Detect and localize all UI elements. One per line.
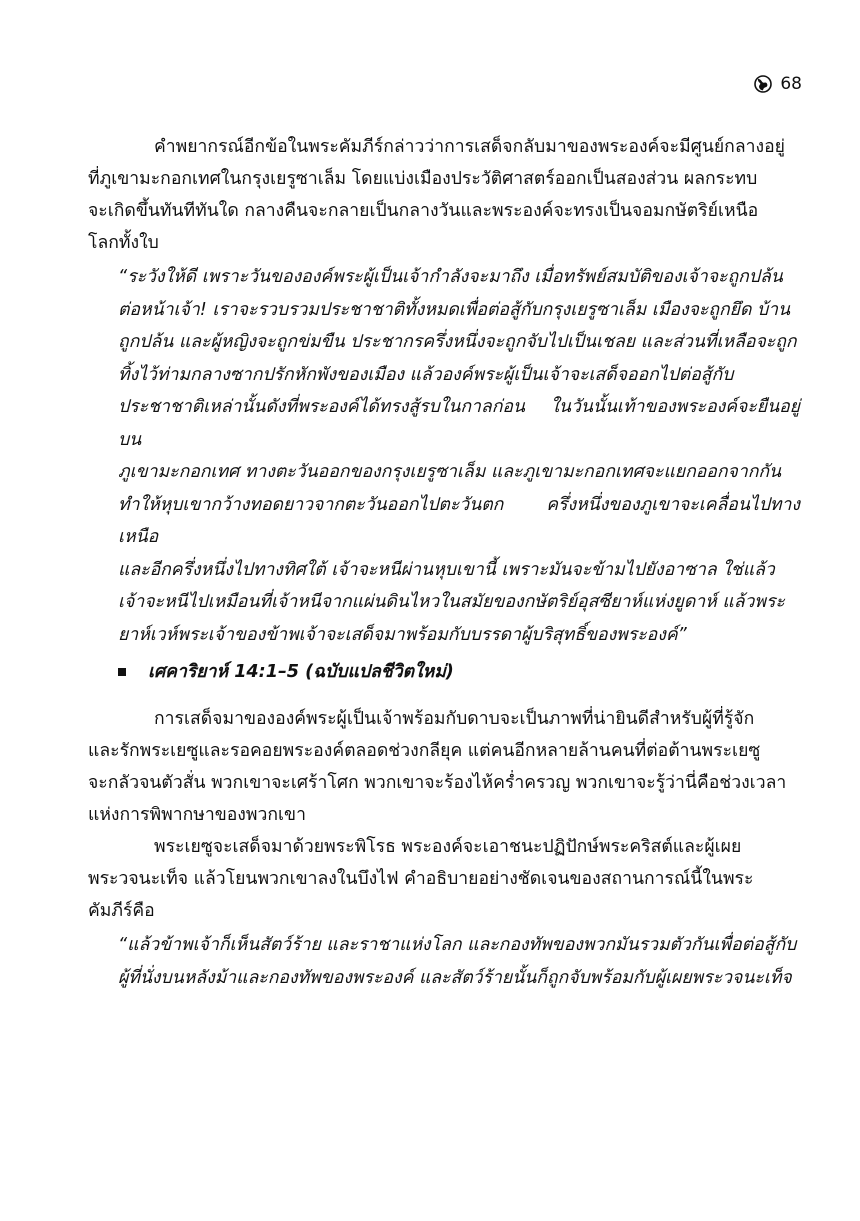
quote-line: ผู้ที่นั่งบนหลังม้าและกองทัพของพระองค์ และสัตว์ร้ายนั้นก็ถูกจับพร้อมกับผู้เผยพระวจนะเท็จ xyxy=(118,967,792,988)
quote-line: ประชาชาติเหล่านั้นดังที่พระองค์ได้ทรงสู้รบในกาลก่อน ในวันนั้นเท้าของพระองค์จะยืนอยู่บน xyxy=(118,397,800,450)
document-body xyxy=(88,131,800,994)
paragraph-line: โลกทั้งใบ xyxy=(88,233,159,253)
scripture-reference-text: เศคาริยาห์ 14:1–5 (ฉบับแปลชีวิตใหม่) xyxy=(148,662,454,682)
paragraph-line: พระเยซูจะเสด็จมาด้วยพระพิโรธ พระองค์จะเอาชนะปฏิปักษ์พระคริสต์และผู้เผย xyxy=(154,837,742,857)
paragraph-line: พระวจนะเท็จ แล้วโยนพวกเขาลงในบึงไฟ คำอธิบายอย่างชัดเจนของสถานการณ์นี้ในพระ xyxy=(88,869,754,889)
quote-line: ทำให้หุบเขากว้างทอดยาวจากตะวันออกไปตะวันตก ครึ่งหนึ่งของภูเขาจะเคลื่อนไปทางเหนือ xyxy=(118,494,800,547)
page-number: 68 xyxy=(780,74,802,94)
paragraph xyxy=(88,703,800,831)
paragraph-line: และรักพระเยซูและรอคอยพระองค์ตลอดช่วงกลียุค แต่คนอีกหลายล้านคนที่ต่อต้านพระเยซู xyxy=(88,741,761,761)
page-header xyxy=(754,74,802,94)
scripture-quote xyxy=(118,929,800,994)
paragraph-line: จะกลัวจนตัวสั่น พวกเขาจะเศร้าโศก พวกเขาจะร้องไห้คร่ำครวญ พวกเขาจะรู้ว่านี่คือช่วงเวลา xyxy=(88,773,787,793)
paragraph xyxy=(88,131,800,259)
quote-line: “ระวังให้ดี เพราะวันขององค์พระผู้เป็นเจ้ากำลังจะมาถึง เมื่อทรัพย์สมบัติของเจ้าจะถูกปล้น xyxy=(118,267,783,287)
paragraph-line: ที่ภูเขามะกอกเทศในกรุงเยรูซาเล็ม โดยแบ่งเมืองประวัติศาสตร์ออกเป็นสองส่วน ผลกระทบ xyxy=(88,169,758,189)
globe-icon xyxy=(754,75,772,93)
paragraph-line: จะเกิดขึ้นทันทีทันใด กลางคืนจะกลายเป็นกลางวันและพระองค์จะทรงเป็นจอมกษัตริย์เหนือ xyxy=(88,201,759,221)
quote-line: ต่อหน้าเจ้า! เราจะรวบรวมประชาชาติทั้งหมดเพื่อต่อสู้กับกรุงเยรูซาเล็ม เมืองจะถูกยึด บ้าน xyxy=(118,299,791,320)
quote-line: ภูเขามะกอกเทศ ทางตะวันออกของกรุงเยรูซาเล็ม และภูเขามะกอกเทศจะแยกออกจากกัน xyxy=(118,462,782,482)
paragraph-line: คัมภีร์คือ xyxy=(88,901,155,921)
paragraph-line: การเสด็จมาขององค์พระผู้เป็นเจ้าพร้อมกับดาบจะเป็นภาพที่น่ายินดีสำหรับผู้ที่รู้จัก xyxy=(154,709,755,729)
scripture-reference xyxy=(118,655,800,689)
bullet-square-icon xyxy=(118,668,126,676)
scripture-quote xyxy=(118,261,800,651)
quote-line: เจ้าจะหนีไปเหมือนที่เจ้าหนีจากแผ่นดินไหวในสมัยของกษัตริย์อุสซียาห์แห่งยูดาห์ แล้วพระ xyxy=(118,592,785,612)
quote-line: ยาห์เวห์พระเจ้าของข้าพเจ้าจะเสด็จมาพร้อมกับบรรดาผู้บริสุทธิ์ของพระองค์” xyxy=(118,624,687,645)
quote-line: ทิ้งไว้ท่ามกลางซากปรักหักพังของเมือง แล้วองค์พระผู้เป็นเจ้าจะเสด็จออกไปต่อสู้กับ xyxy=(118,364,734,385)
paragraph-line: แห่งการพิพากษาของพวกเขา xyxy=(88,805,306,825)
paragraph-line: คำพยากรณ์อีกข้อในพระคัมภีร์กล่าวว่าการเสด็จกลับมาของพระองค์จะมีศูนย์กลางอยู่ xyxy=(154,137,785,157)
quote-line: ถูกปล้น และผู้หญิงจะถูกข่มขืน ประชากรครึ่งหนึ่งจะถูกจับไปเป็นเชลย และส่วนที่เหลือจะถูก xyxy=(118,332,797,352)
quote-line: และอีกครึ่งหนึ่งไปทางทิศใต้ เจ้าจะหนีผ่านหุบเขานี้ เพราะมันจะข้ามไปยังอาซาล ใช่แล้ว xyxy=(118,559,775,580)
quote-line: “แล้วข้าพเจ้าก็เห็นสัตว์ร้าย และราชาแห่งโลก และกองทัพของพวกมันรวมตัวกันเพื่อต่อสู้กับ xyxy=(118,935,797,955)
paragraph xyxy=(88,831,800,927)
